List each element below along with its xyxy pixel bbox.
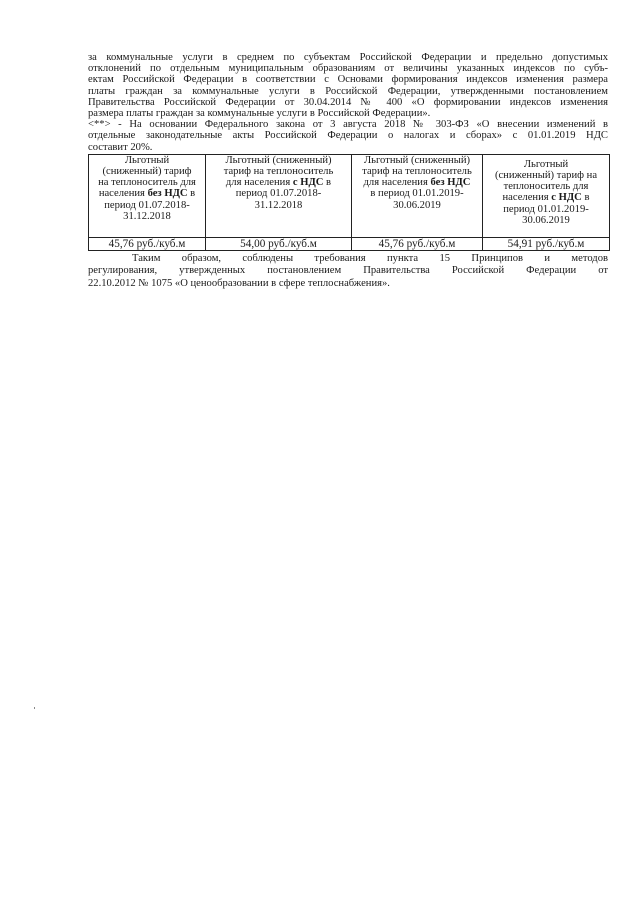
table-header-line: для населения без НДС [363,177,471,189]
table-cell-value: 54,00 руб./куб.м [206,237,352,250]
table-header-line: Льготный (сниженный) [225,154,332,166]
table-header-line: Льготный [523,158,569,170]
table-header-line: период 01.01.2019- [503,203,589,215]
table-header-line: на теплоноситель для [98,177,196,189]
table-header-line: 30.06.2019 [393,199,441,211]
table-header-line: тариф на теплоноситель [362,166,472,178]
table-header-line: (сниженный) тариф на [494,170,598,182]
scan-speck [34,707,35,709]
table-header-line: период 01.07.2018- [235,188,322,200]
intro-line: размера платы граждан за коммунальные услуги в Российской Федерации». [88,108,431,120]
intro-line: за коммунальные услуги в среднем по субъектам Российской Федерации и предельно допустимых [88,52,608,63]
table-header-line: Льготный [124,154,170,166]
table-header-line: 30.06.2019 [522,214,570,226]
table-cell-value: 54,91 руб./куб.м [483,237,610,250]
intro-line: платы граждан за коммунальные услуги в Российской Федерации, утвержденными постановлением [88,85,608,97]
intro-line: отклонений по отдельным муниципальным образованиям от величины указанных индексов по субъ- [88,63,608,75]
table-header-line: Льготный (сниженный) [363,154,471,166]
footnote-paragraph [88,119,608,153]
conclusion-line: 22.10.2012 № 1075 «О ценообразовании в сфере теплоснабжения». [88,277,390,289]
table-cell-value: 45,76 руб./куб.м [352,237,483,250]
conclusion-paragraph [88,253,608,291]
tariff-table [88,154,610,251]
footnote-line: отдельные законодательные акты Российской Федерации о налогах и сборах» с 01.01.2019 НДС [88,130,608,142]
table-header-line: в период 01.01.2019- [370,188,464,200]
table-header-line: населения с НДС в [502,192,590,204]
intro-line: Правительства Российской Федерации от 30.04.2014 № 400 «О формировании индексов изменения [88,96,608,108]
table-header-line: теплоноситель для [503,181,589,193]
table-header-line: для населения с НДС в [225,177,332,189]
table-header-line: период 01.07.2018- [104,199,190,211]
table-cell-value: 45,76 руб./куб.м [89,237,206,250]
table-header-line: населения без НДС в [98,188,196,200]
intro-line: ектам Российской Федерации в соответствии с Основами формирования индексов изменения размера [88,74,608,86]
conclusion-line: Таким образом, соблюдены требования пункта 15 Принципов и методов [132,252,608,264]
table-header-row [89,154,610,237]
table-header-line: 31.12.2018 [123,210,171,222]
document-body [88,52,608,290]
table-header-emphasis: с НДС [292,177,324,189]
table-header-emphasis: без НДС [430,177,471,189]
conclusion-line: регулирования, утвержденных постановлением Правительства Российской Федерации от [88,265,608,277]
table-header-cell [352,154,483,237]
footnote-line: <**> - На основании Федерального закона от 3 августа 2018 № 303-ФЗ «О внесении изменений в [88,119,608,131]
table-header-cell [89,154,206,237]
table-header-cell [206,154,352,237]
table-header-line: (сниженный) тариф [102,166,192,178]
footnote-line: составит 20%. [88,141,153,153]
table-header-cell [483,154,610,237]
table-header-emphasis: с НДС [551,192,582,204]
intro-paragraph [88,52,608,119]
table-header-line: 31.12.2018 [254,199,303,211]
table-row [89,237,610,250]
table-header-emphasis: без НДС [147,188,188,200]
table-header-line: тариф на теплоноситель [223,166,334,178]
